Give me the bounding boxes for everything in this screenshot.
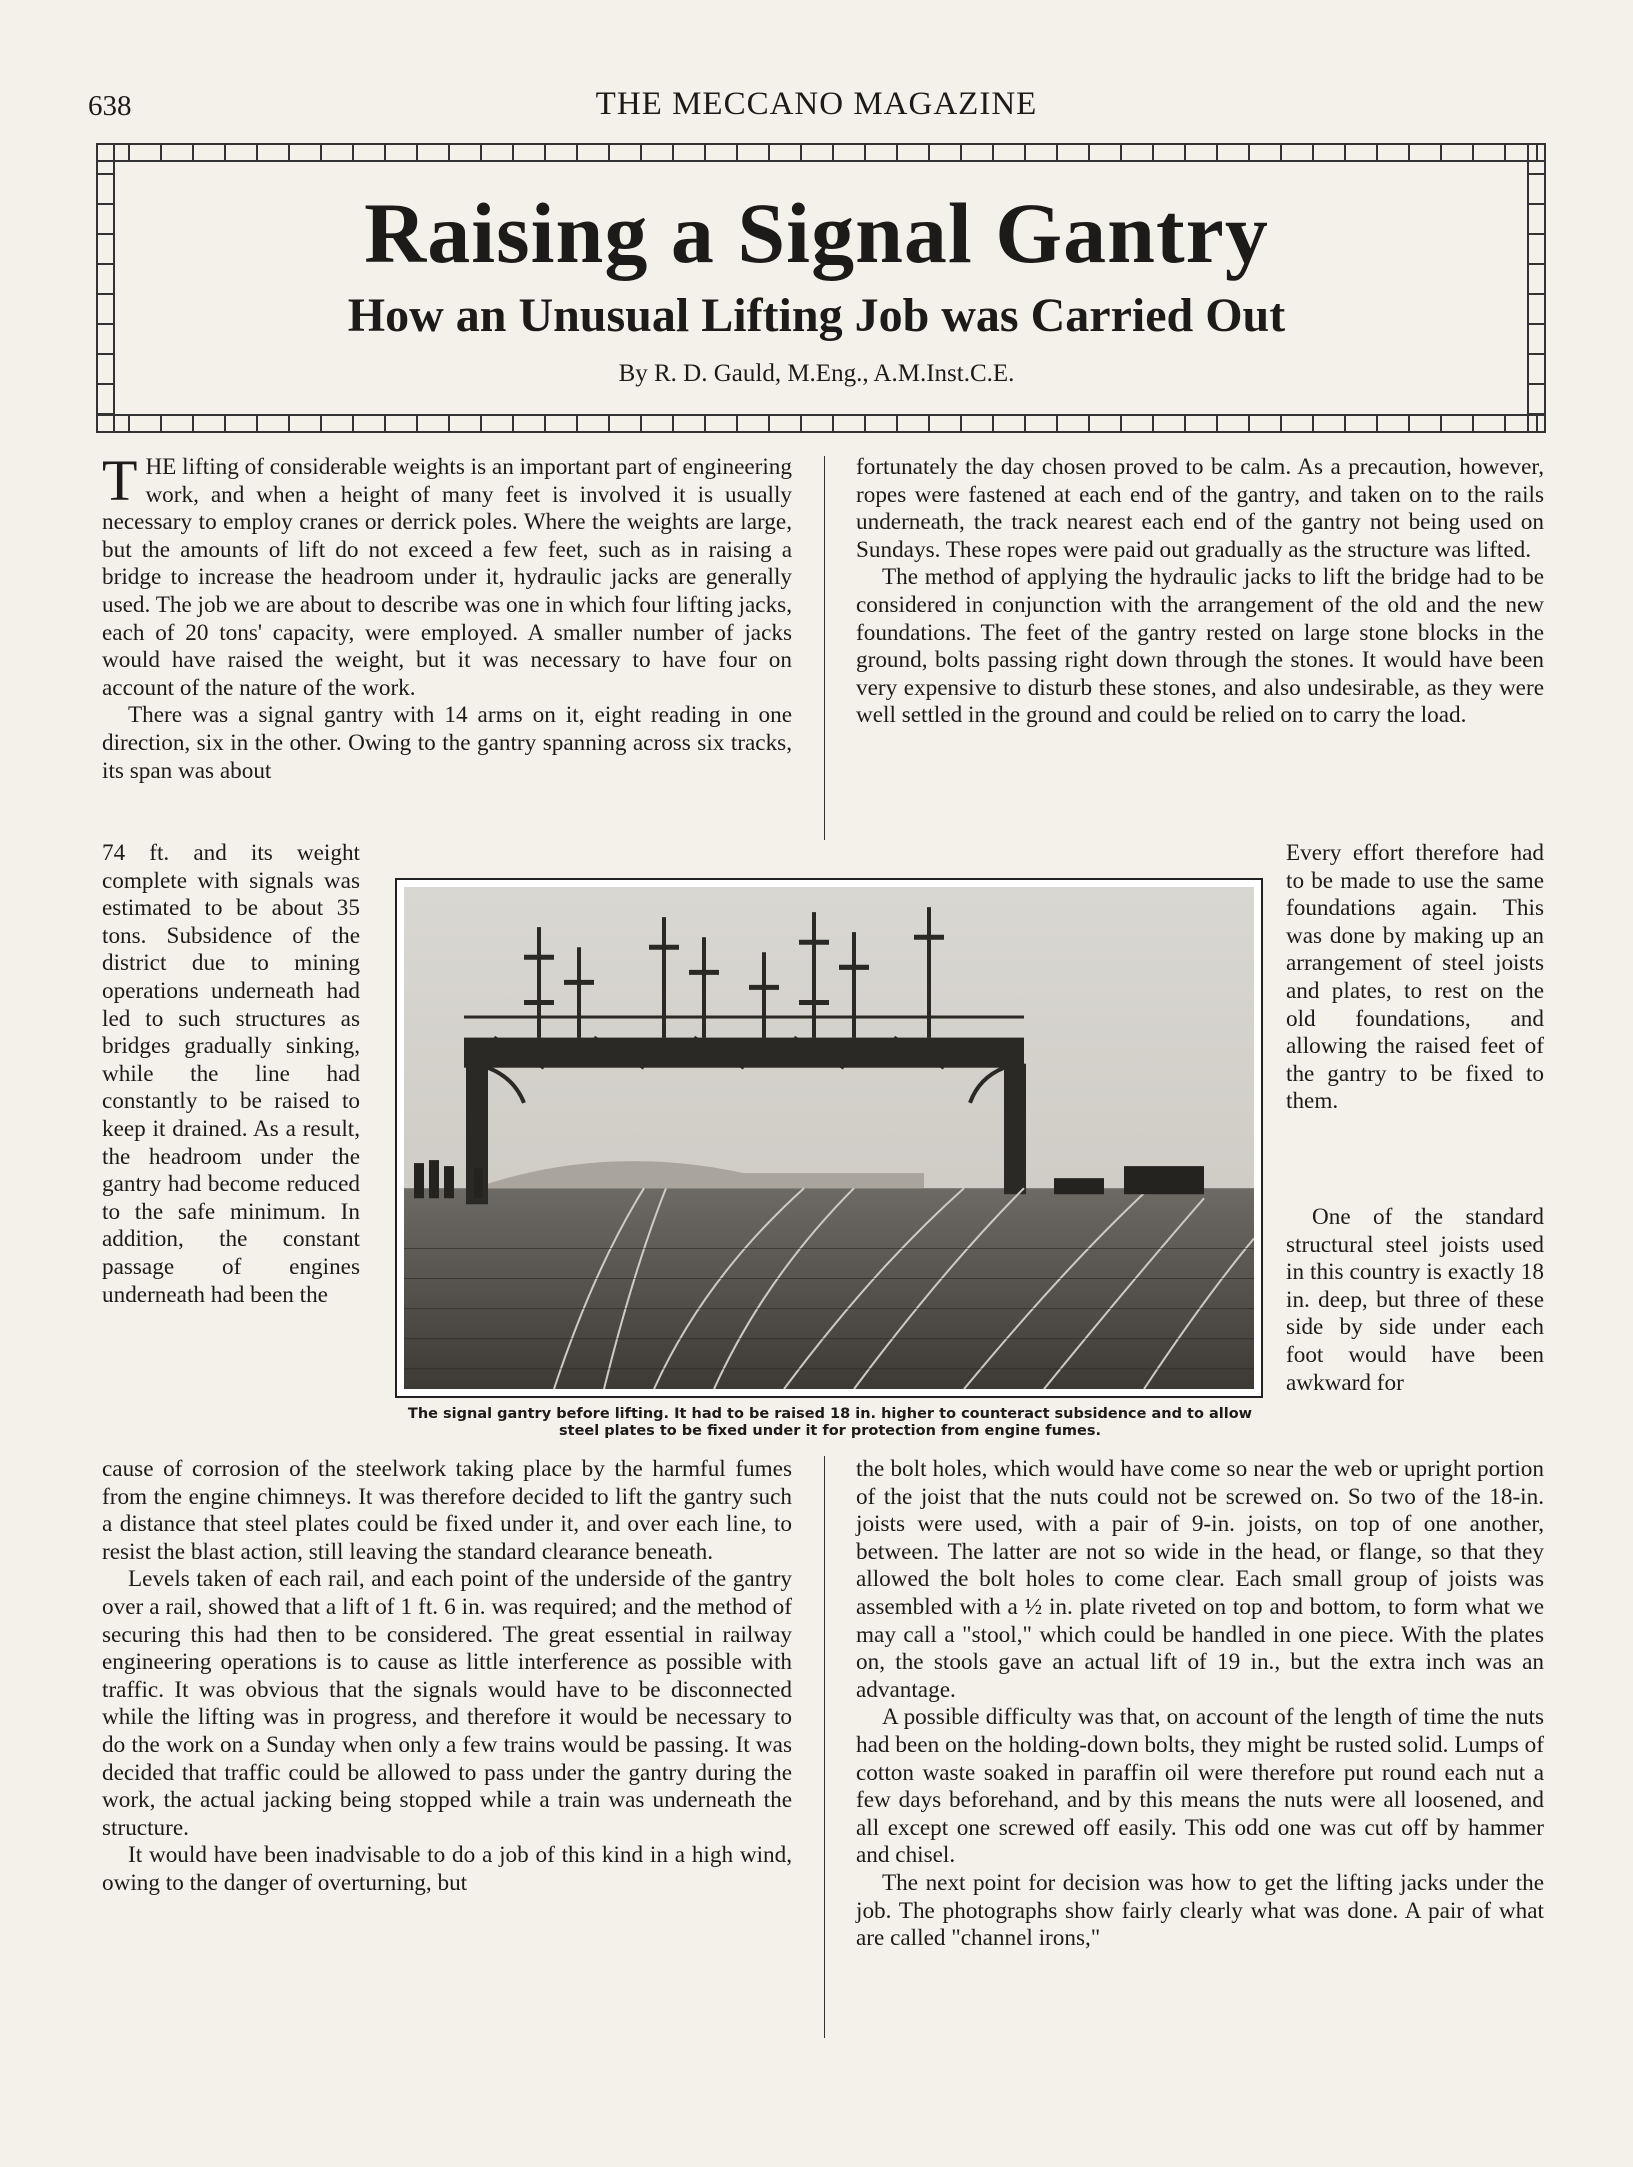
title-border-bottom: [96, 414, 1546, 433]
paragraph-1: THE lifting of considerable weights is an important part of engineering work, and when a height of many feet is involved it is usually necessary to employ cranes or derrick poles. Where the weights are large, but the amounts of lift do not exceed a few feet, such as in raising a bridge to increase the headroom under it, hydraulic jacks are generally used. The job we are about to describe was one in which four lifting jacks, each of 20 tons' capacity, were employed. A smaller number of jacks would have raised the weight, but it was necessary to have four on account of the nature of the work.: [102, 448, 792, 701]
left-column-bottom: [102, 1456, 792, 1898]
paragraph-r1: fortunately the day chosen proved to be calm. As a precaution, however, ropes were fastened at each end of the gantry, and taken on to the rails underneath, the track nearest each end of the gantry not being used on Sundays. These ropes were paid out gradually as the structure was lifted.: [856, 454, 1544, 563]
column-rule-bottom: [824, 1456, 825, 2038]
gantry-photo-image: [404, 887, 1254, 1389]
right-column-top: [856, 454, 1544, 730]
paragraph-3: Levels taken of each rail, and each point of the underside of the gantry over a rail, showed that a lift of 1 ft. 6 in. was required; and the method of securing this had then to be considered. The great essential in railway engineering operations is to cause as little interference as possible with traffic. It was obvious that the signals would have to be disconnected while the lifting was in progress, and therefore it would be necessary to do the work on a Sunday when only a few trains would be passing. It was decided that traffic could be allowed to pass under the gantry during the work, the actual jacking being stopped while a train was underneath the structure.: [102, 1566, 792, 1841]
drop-cap: T: [102, 448, 138, 513]
paragraph-r2-top: The method of applying the hydraulic jacks to lift the bridge had to be considered in conjunction with the arrangement of the old and the new foundations. The feet of the gantry rested on large stone blocks in the ground, bolts passing right down through the stones. It would have been very expensive to disturb these stones, and also undesirable, as they were well settled in the ground and could be relied on to carry the load.: [856, 564, 1544, 729]
paragraph-r3-bottom: the bolt holes, which would have come so near the web or upright portion of the joist that the nuts could not be screwed on. So two of the 18-in. joists were used, with a pair of 9-in. joists, on top of one another, between. The latter are not so wide in the head, or flange, so that they allowed the bolt holes to come clear. Each small group of joists was assembled with a ½ in. plate riveted on top and bottom, to form what we may call a "stool," which could be handled in one piece. With the plates on, the stools gave an actual lift of 19 in., but the extra inch was an advantage.: [856, 1456, 1544, 1703]
paragraph-r3-wrap: One of the standard structural steel joists used in this country is exactly 18 in. deep, but three of these side by side under each foot would have been awkward for: [1286, 1204, 1544, 1396]
title-border-top: [96, 143, 1546, 162]
figure-caption: The signal gantry before lifting. It had to be raised 18 in. higher to counteract subsidence and to allow steel plates to be fixed under it for protection from engine fumes.: [407, 1406, 1253, 1439]
column-rule: [824, 456, 825, 840]
paragraph-r4: A possible difficulty was that, on account of the length of time the nuts had been on the holding-down bolts, they might be rusted solid. Lumps of cotton waste soaked in paraffin oil were therefore put round each nut a few days beforehand, and by this means the nuts were all loosened, and all except one screwed off easily. This odd one was cut off by hammer and chisel.: [856, 1704, 1544, 1869]
gantry-photograph: [395, 878, 1263, 1398]
title-border-right: [1527, 143, 1546, 433]
paragraph-4: It would have been inadvisable to do a job of this kind in a high wind, owing to the danger of overturning, but: [102, 1842, 792, 1896]
paragraph-2-top: There was a signal gantry with 14 arms on it, eight reading in one direction, six in the other. Owing to the gantry spanning across six tracks, its span was about: [102, 702, 792, 784]
paragraph-r2-wrap: Every effort therefore had to be made to use the same foundations again. This was done by making up an arrangement of steel joists and plates, to rest on the old foundations, and allowing the raised feet of the gantry to be fixed to them.: [1286, 840, 1544, 1115]
left-column-top: [102, 448, 792, 785]
magazine-title: THE MECCANO MAGAZINE: [595, 86, 1038, 122]
paragraph-2-bottom: cause of corrosion of the steelwork taking place by the harmful fumes from the engine chimneys. It was therefore decided to lift the gantry such a distance that steel plates could be fixed under it, and over each line, to resist the blast action, still leaving the standard clearance beneath.: [102, 1456, 792, 1565]
paragraph-2-wrap: 74 ft. and its weight complete with signals was estimated to be about 35 tons. Subsidence of the district due to mining operations underneath had led to such structures as bridges gradually sinking, while the line had constantly to be raised to keep it drained. As a result, the headroom under the gantry had become reduced to the safe minimum. In addition, the constant passage of engines underneath had been the: [102, 840, 360, 1308]
paragraph-r5: The next point for decision was how to get the lifting jacks under the job. The photographs show fairly clearly what was done. A pair of what are called "channel irons,": [856, 1869, 1544, 1952]
title-border-left: [96, 143, 115, 433]
right-column-bottom: [856, 1456, 1544, 1953]
article-headline: Raising a Signal Gantry: [364, 185, 1269, 281]
byline: By R. D. Gauld, M.Eng., A.M.Inst.C.E.: [618, 360, 1015, 387]
article-subheadline: How an Unusual Lifting Job was Carried Out: [347, 289, 1286, 342]
page-number: 638: [88, 90, 132, 122]
